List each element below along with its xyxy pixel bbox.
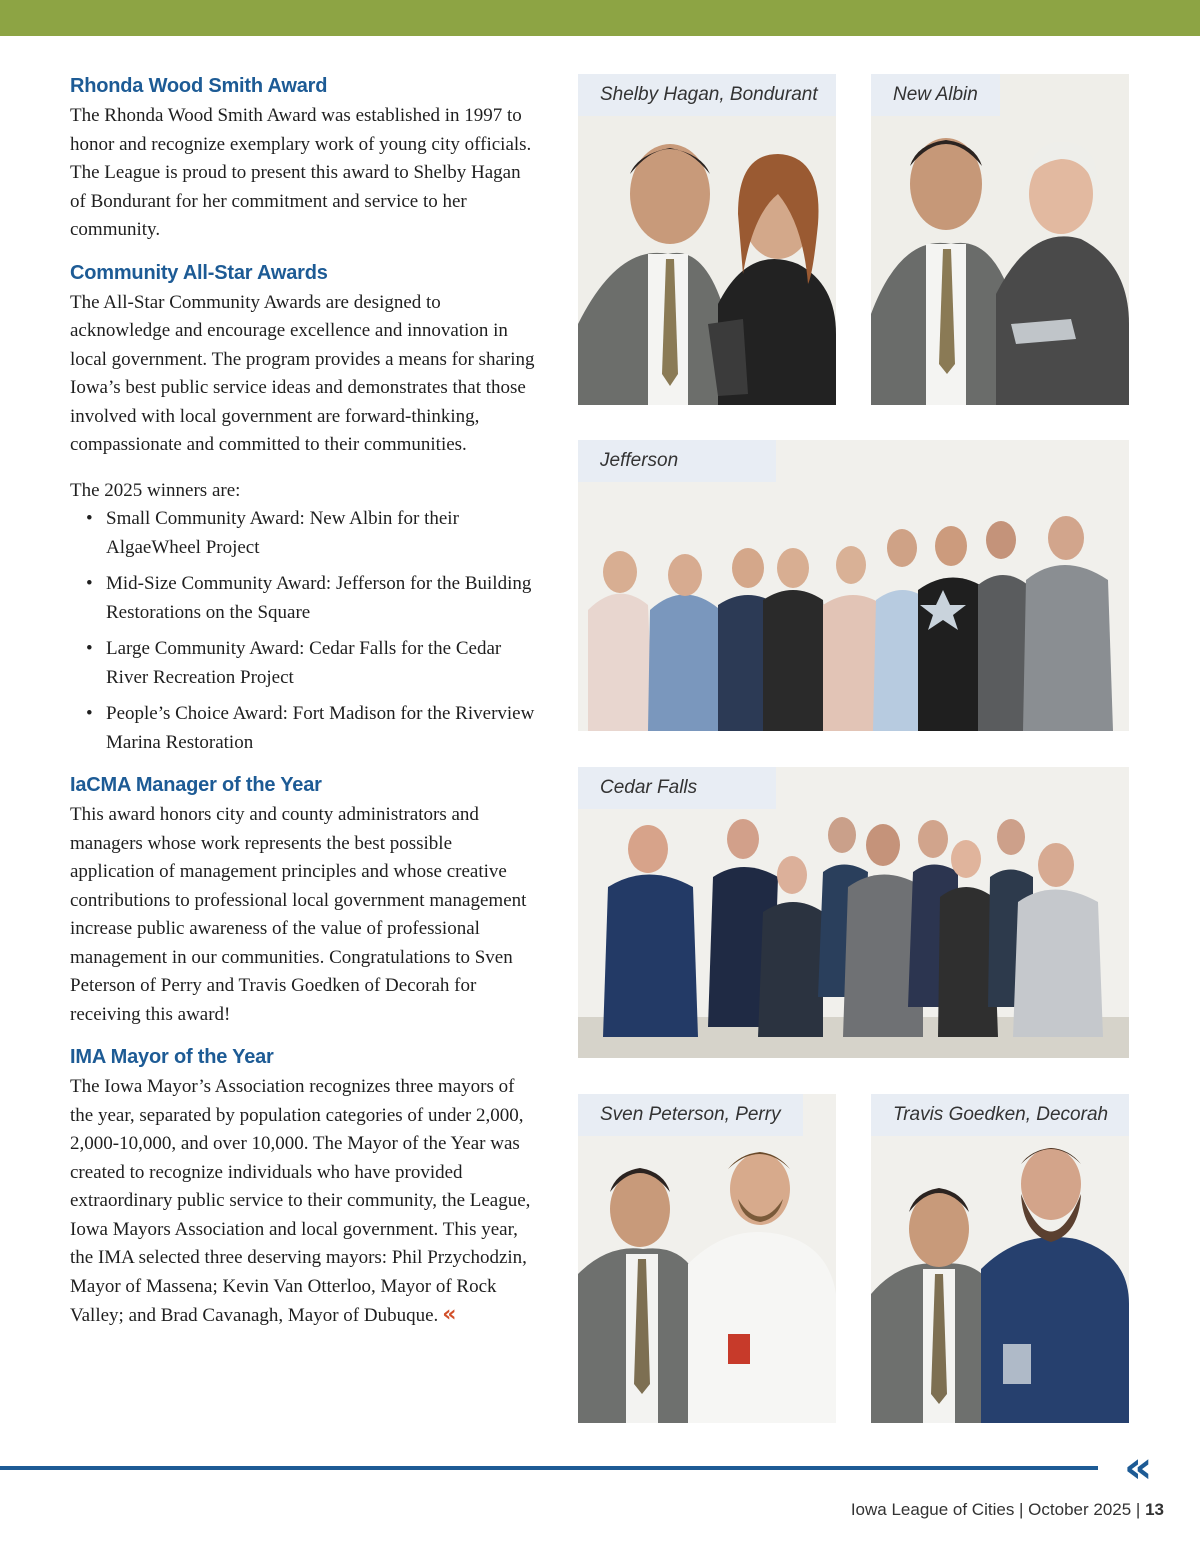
chevron-left-double-icon: « [1124,1442,1147,1493]
top-color-bar [0,0,1200,36]
ima-heading: IMA Mayor of the Year [70,1046,274,1068]
allstar-heading: Community All-Star Awards [70,261,328,284]
photo-caption: Shelby Hagan, Bondurant [578,74,836,116]
people-illustration [578,440,1129,731]
photo-caption: New Albin [871,74,1000,116]
iacma-heading: IaCMA Manager of the Year [70,774,322,796]
photo-new-albin [871,74,1129,405]
list-item: • Large Community Award: Cedar Falls for the Cedar River Recreation Project [70,635,540,692]
rhonda-body: The Rhonda Wood Smith Award was established in 1997 to honor and recognize exemplary work of young city officials. The League is proud to present this award to Shelby Hagan of Bondurant for her commitment and service to her community. [70,105,532,240]
winners-list [70,505,540,757]
bottom-rule [0,1466,1098,1470]
iacma-body: This award honors city and county administrators and managers whose work represents the best possible application of management principles and whose creative contributions to professional local government management increase public awareness of the value of professional management in our communities. Congratulations to Sven Peterson of Perry and Travis Goedken of Decorah for receiving this award! [70,804,527,1025]
photo-caption: Jefferson [578,440,776,482]
photo-jefferson [578,440,1129,731]
people-illustration [871,1094,1129,1423]
list-item: • Small Community Award: New Albin for their AlgaeWheel Project [70,505,540,562]
rhonda-heading: Rhonda Wood Smith Award [70,75,328,97]
rhonda-section [70,72,540,245]
bullet-icon: • [86,573,93,594]
photo-sven-peterson [578,1094,836,1423]
bullet-icon: • [86,703,93,724]
bullet-icon: • [86,508,93,529]
photo-shelby-hagan [578,74,836,405]
ima-section [70,1043,540,1331]
people-illustration [578,767,1129,1058]
photo-cedar-falls [578,767,1129,1058]
page-number: 13 [1145,1500,1164,1519]
photo-caption: Travis Goedken, Decorah [871,1094,1129,1136]
allstar-body: The All-Star Community Awards are designed to acknowledge and encourage excellence and innovation in local government. The program provides a means for sharing Iowa’s best public service ideas and demonstrates that those involved with local government are forward-thinking, compassionate and committed to their communities. [70,291,535,455]
iacma-section [70,771,540,1029]
article-column [70,72,540,1345]
footer-text: Iowa League of Cities | October 2025 | [850,1500,1141,1519]
end-chevron-icon: « [442,1302,457,1327]
photo-caption: Cedar Falls [578,767,776,809]
winners-intro: The 2025 winners are: [70,479,241,501]
bullet-icon: • [86,638,93,659]
people-illustration [578,74,836,405]
photo-travis-goedken [871,1094,1129,1423]
list-item: • Mid-Size Community Award: Jefferson for the Building Restorations on the Square [70,570,540,627]
allstar-section [70,259,540,758]
people-illustration [578,1094,836,1423]
photo-caption: Sven Peterson, Perry [578,1094,803,1136]
people-illustration [871,74,1129,405]
page-footer [851,1500,1164,1520]
ima-body: The Iowa Mayor’s Association recognizes three mayors of the year, separated by population categories of under 2,000, 2,000-10,000, and over 10,000. The Mayor of the Year was created to recognize individuals who have provided extraordinary public service to their community, the League, Iowa Mayors Association and local government. This year, the IMA selected three deserving mayors: Phil Przychodzin, Mayor of Massena; Kevin Van Otterloo, Mayor of Rock Valley; and Brad Cavanagh, Mayor of Dubuque. « [70,1076,531,1327]
list-item: • People’s Choice Award: Fort Madison for the Riverview Marina Restoration [70,700,540,757]
